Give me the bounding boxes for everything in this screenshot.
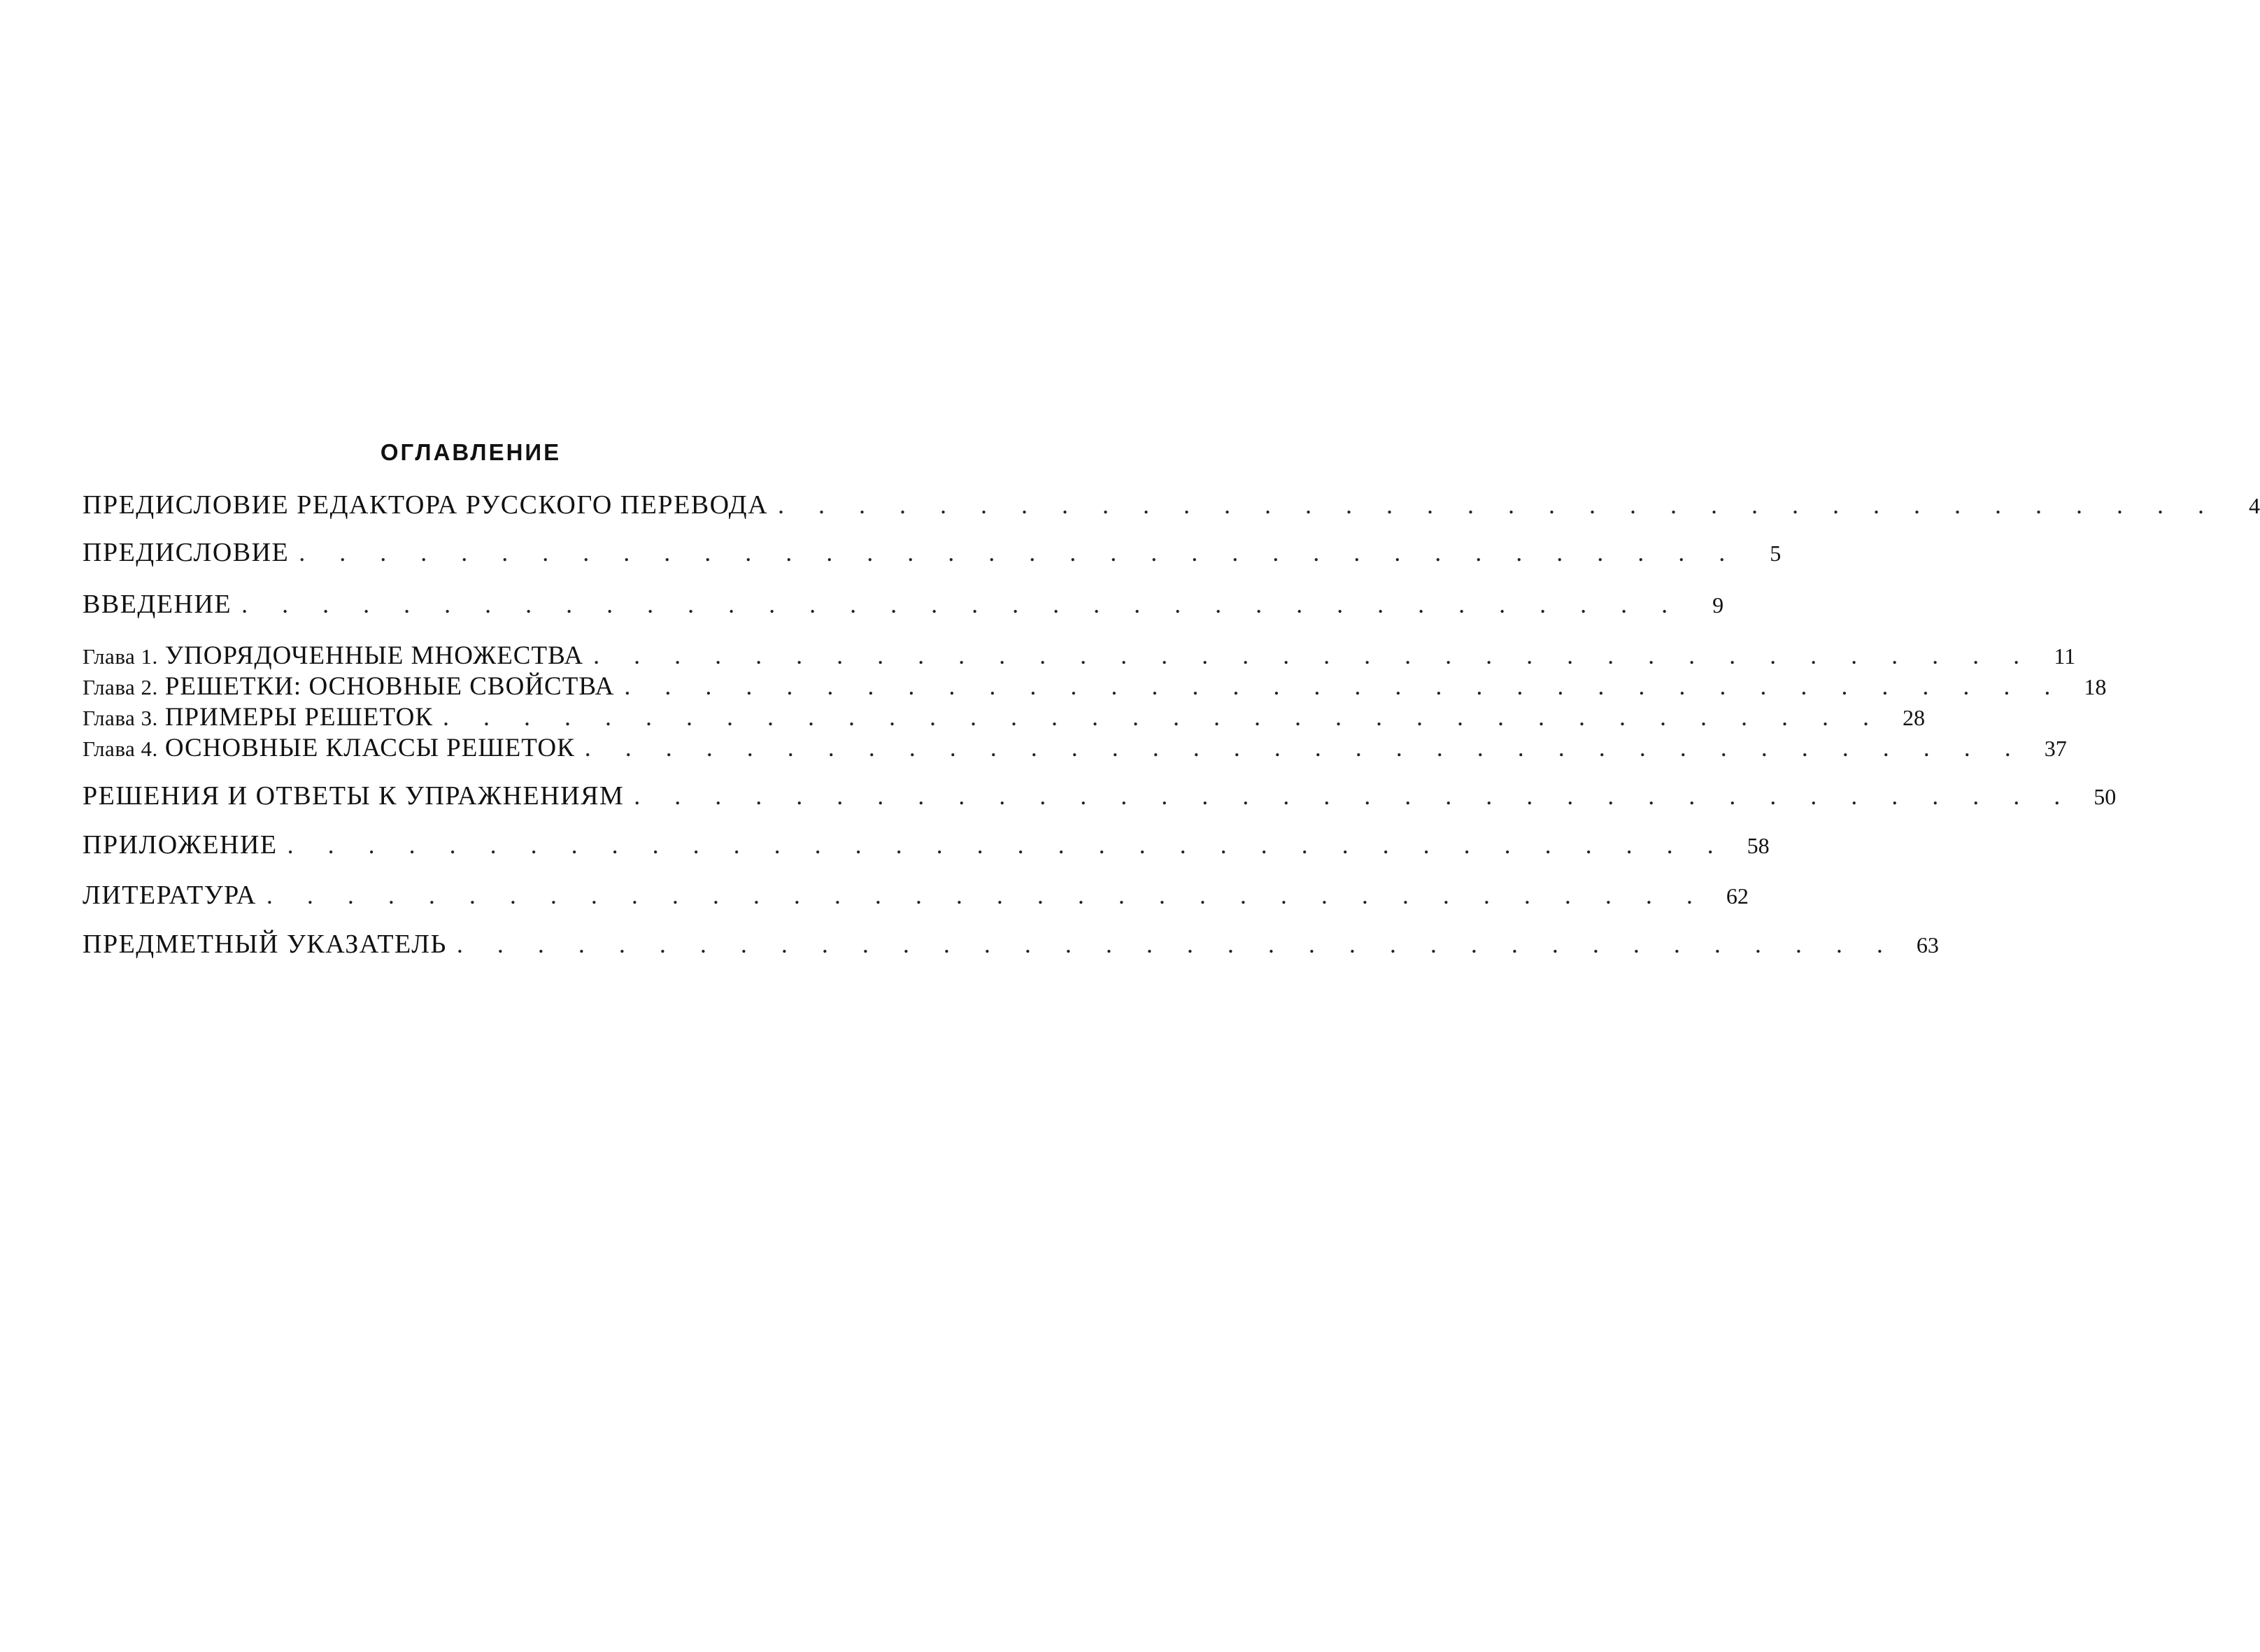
toc-entry-label: РЕШЕТКИ: ОСНОВНЫЕ СВОЙСТВА [164, 672, 615, 701]
toc-entry-preface[interactable] [83, 537, 1782, 568]
toc-page-number: 4 [2249, 493, 2260, 518]
dot-leader: . . . . . . . . . . . . . . . . . . . . . . . . . . . . . . . . . . . . [593, 641, 2034, 669]
dot-leader: . . . . . . . . . . . . . . . . . . . . . . . . . . . . . . . . . . . . [456, 930, 1897, 958]
toc-entry-label: ПРИМЕРЫ РЕШЕТОК [164, 703, 434, 732]
toc-entry-chapter-4[interactable] [83, 733, 2067, 763]
toc-page-number: 58 [1747, 833, 1770, 858]
toc-entry-label: ВВЕДЕНИЕ [83, 590, 232, 619]
toc-page-number: 9 [1712, 592, 1724, 618]
dot-leader: . . . . . . . . . . . . . . . . . . . . . . . . . . . . . . . . . . . . [634, 782, 2075, 810]
toc-entry-label: ПРЕДИСЛОВИЕ РЕДАКТОРА РУССКОГО ПЕРЕВОДА [83, 490, 769, 520]
dot-leader: . . . . . . . . . . . . . . . . . . . . . . . . . . . . . . . . . . . . [584, 734, 2025, 762]
toc-entry-appendix[interactable] [83, 829, 1770, 860]
toc-page-number: 5 [1770, 541, 1782, 566]
chapter-prefix: Глава 3. [83, 706, 158, 730]
toc-page-number: 28 [1903, 705, 1926, 730]
toc-entry-label: ПРЕДИСЛОВИЕ [83, 538, 290, 567]
toc-entry-subject-index[interactable] [83, 929, 1939, 960]
toc-entry-label: УПОРЯДОЧЕННЫЕ МНОЖЕСТВА [164, 641, 584, 670]
dot-leader: . . . . . . . . . . . . . . . . . . . . . . . . . . . . . . . . . . . . [266, 881, 1707, 909]
toc-entry-label: ОСНОВНЫЕ КЛАССЫ РЕШЕТОК [164, 734, 575, 762]
toc-page-number: 11 [2054, 643, 2076, 669]
toc-entry-label: ЛИТЕРАТУРА [83, 881, 257, 910]
dot-leader: . . . . . . . . . . . . . . . . . . . . . . . . . . . . . . . . . . . . [299, 539, 1740, 567]
toc-entry-label: РЕШЕНИЯ И ОТВЕТЫ К УПРАЖНЕНИЯМ [83, 781, 625, 811]
toc-page-number: 37 [2044, 736, 2067, 761]
toc-page-number: 18 [2084, 674, 2107, 699]
toc-page-number: 50 [2094, 784, 2117, 809]
dot-leader: . . . . . . . . . . . . . . . . . . . . . . . . . . . . . . . . . . . . [443, 703, 1884, 731]
page-title: ОГЛАВЛЕНИЕ [380, 439, 562, 465]
chapter-prefix: Глава 4. [83, 736, 158, 761]
dot-leader: . . . . . . . . . . . . . . . . . . . . . . . . . . . . . . . . . . . . [624, 672, 2065, 700]
dot-leader: . . . . . . . . . . . . . . . . . . . . . . . . . . . . . . . . . . . . [241, 590, 1682, 618]
dot-leader: . . . . . . . . . . . . . . . . . . . . . . . . . . . . . . . . . . . . [287, 831, 1728, 859]
chapter-prefix: Глава 1. [83, 644, 158, 669]
dot-leader: . . . . . . . . . . . . . . . . . . . . . . . . . . . . . . . . . . . . [778, 491, 2219, 519]
toc-entry-chapter-3[interactable] [83, 702, 1926, 732]
toc-entry-label: ПРЕДМЕТНЫЙ УКАЗАТЕЛЬ [83, 930, 447, 959]
toc-page-number: 62 [1726, 883, 1749, 909]
toc-entry-solutions[interactable] [83, 781, 2117, 811]
toc-entry-label: ПРИЛОЖЕНИЕ [83, 830, 278, 860]
toc-entry-chapter-1[interactable] [83, 641, 2076, 671]
toc-entry-chapter-2[interactable] [83, 671, 2107, 702]
toc-entry-editor-preface[interactable] [83, 490, 2260, 520]
toc-entry-introduction[interactable] [83, 589, 1724, 620]
toc-entry-literature[interactable] [83, 880, 1749, 911]
chapter-prefix: Глава 2. [83, 675, 158, 699]
toc-page-number: 63 [1916, 932, 1939, 957]
